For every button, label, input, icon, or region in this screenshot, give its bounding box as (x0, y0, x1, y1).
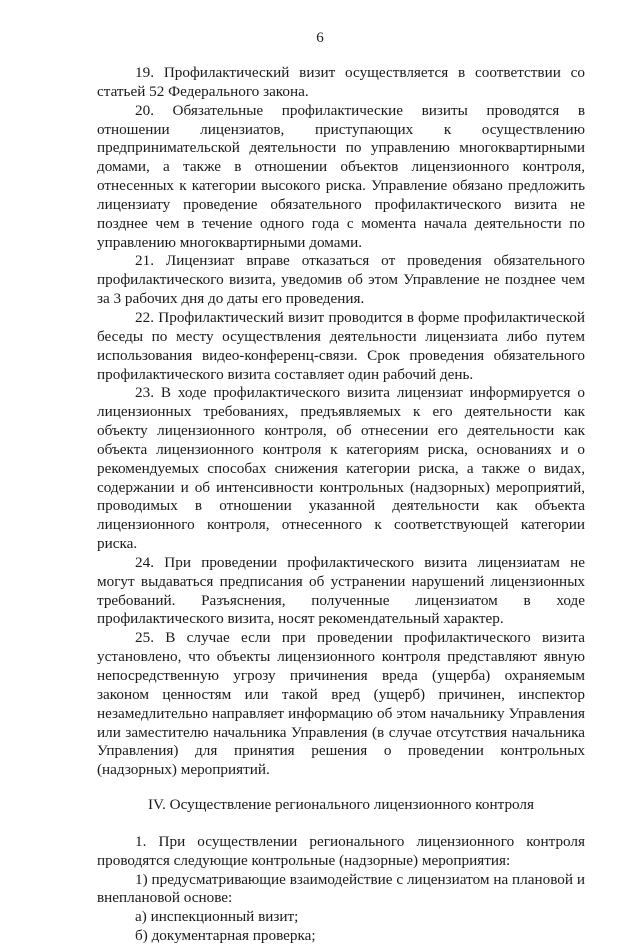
paragraph-24: 24. При проведении профилактического визита лицензиатам не могут выдаваться предписания об устранении нарушений лицензионных требований. Разъяснения, полученные лицензиатом в ходе профилактического визита, носят рекомендательный характер. (97, 553, 585, 628)
paragraph-23: 23. В ходе профилактического визита лицензиат информируется о лицензионных требованиях, предъявляемых к его деятельности как объекту лицензионного контроля, об отнесении его деятельности как объекта лицензионного контроля к категориям риска, основаниях и о рекомендуемых способах снижения категории риска, а также о видах, содержании и об интенсивности контрольных (надзорных) мероприятий, проводимых в отношении указанной деятельности как объекта лицензионного контроля, отнесенного к соответствующей категории риска. (97, 384, 585, 553)
sub-item-1: 1) предусматривающие взаимодействие с лицензиатом на плановой и внеплановой основе: (97, 870, 585, 907)
sub-item-a: а) инспекционный визит; (135, 908, 299, 926)
section-paragraph-1: 1. При осуществлении регионального лицензионного контроля проводятся следующие контрольные (надзорные) мероприятия: (97, 832, 585, 869)
page-number: 6 (316, 30, 324, 46)
document-body (97, 64, 585, 946)
sub-item-b: б) документарная проверка; (135, 927, 316, 945)
paragraph-21: 21. Лицензиат вправе отказаться от проведения обязательного профилактического визита, уведомив об этом Управление не позднее чем за 3 рабочих дня до даты его проведения. (97, 252, 585, 308)
section-heading: IV. Осуществление регионального лицензионного контроля (147, 796, 534, 814)
paragraph-25: 25. В случае если при проведении профилактического визита установлено, что объекты лицензионного контроля представляют явную непосредственную угрозу причинения вреда (ущерба) охраняемым законом ценностям или такой вред (ущерб) причинен, инспектор незамедлительно направляет информацию об этом начальнику Управления или заместителю начальника Управления (в случае отсутствия начальника Управления) для принятия решения о проведении контрольных (надзорных) мероприятий. (97, 629, 585, 779)
paragraph-19: 19. Профилактический визит осуществляется в соответствии со статьей 52 Федерального закона. (97, 64, 585, 100)
paragraph-20: 20. Обязательные профилактические визиты проводятся в отношении лицензиатов, приступающих к осуществлению предпринимательской деятельности по управлению многоквартирными домами, а также в отношении объектов лицензионного контроля, отнесенных к категории высокого риска. Управление обязано предложить лицензиату проведение обязательного профилактического визита не позднее чем в течение одного года с момента начала деятельности по управлению многоквартирными домами. (97, 101, 585, 251)
paragraph-22: 22. Профилактический визит проводится в форме профилактической беседы по месту осуществления деятельности лицензиата либо путем использования видео-конференц-связи. Срок проведения обязательного профилактического визита составляет один рабочий день. (97, 308, 585, 383)
